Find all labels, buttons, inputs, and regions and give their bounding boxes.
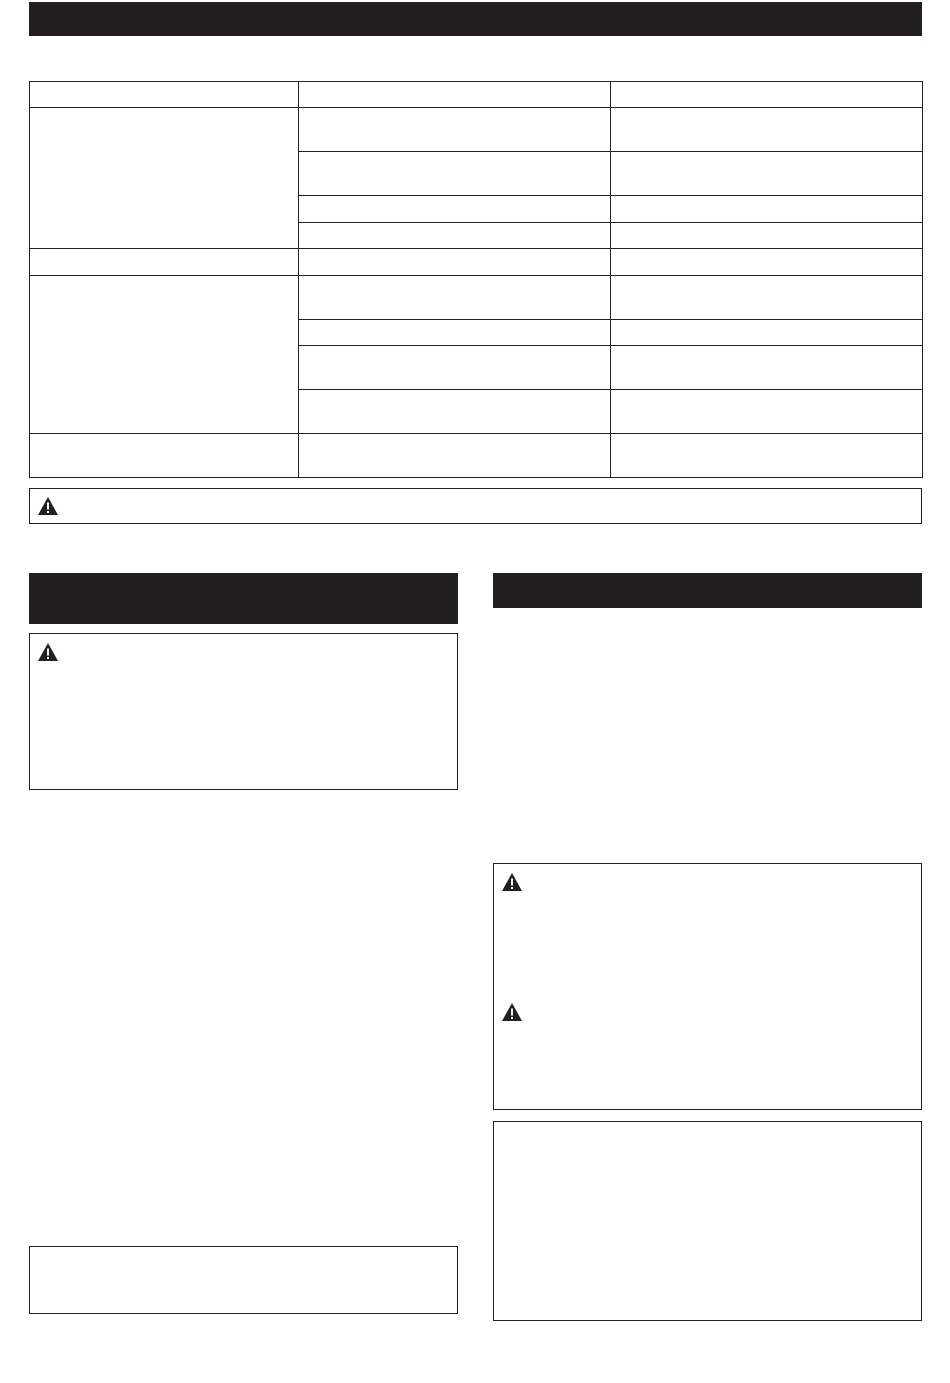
table-cell bbox=[611, 276, 923, 320]
warning-triangle-icon bbox=[37, 496, 59, 516]
table-cell bbox=[611, 108, 923, 152]
table-cell bbox=[611, 346, 923, 390]
left-warning-box bbox=[29, 633, 458, 790]
table-cell bbox=[299, 346, 611, 390]
table-cell bbox=[299, 249, 611, 276]
table-cell bbox=[611, 152, 923, 196]
table-cell bbox=[30, 249, 299, 276]
table-cell bbox=[299, 434, 611, 478]
table-warning-box bbox=[29, 488, 922, 524]
warning-triangle-icon bbox=[501, 1002, 523, 1022]
table-cell bbox=[30, 276, 299, 434]
table-header-cell bbox=[30, 82, 299, 108]
table-cell bbox=[611, 249, 923, 276]
table-cell bbox=[299, 108, 611, 152]
right-warning-box bbox=[493, 863, 922, 1110]
table-header-cell bbox=[299, 82, 611, 108]
table-cell bbox=[30, 108, 299, 249]
table-row bbox=[30, 249, 923, 276]
warning-triangle-icon bbox=[37, 642, 59, 662]
table-cell bbox=[611, 320, 923, 346]
warning-triangle-icon bbox=[501, 872, 523, 892]
spec-table bbox=[29, 81, 923, 478]
right-note-box bbox=[493, 1121, 922, 1321]
table-row bbox=[30, 108, 923, 152]
header-bar bbox=[29, 2, 922, 36]
left-note-box bbox=[29, 1246, 458, 1314]
table-cell bbox=[299, 152, 611, 196]
table-cell bbox=[299, 196, 611, 223]
table-header-cell bbox=[611, 82, 923, 108]
left-section-title-bar bbox=[29, 573, 458, 624]
table-row bbox=[30, 276, 923, 320]
table-cell bbox=[30, 434, 299, 478]
table-cell bbox=[611, 390, 923, 434]
table-cell bbox=[611, 223, 923, 249]
right-section-title-bar bbox=[493, 573, 922, 608]
table-cell bbox=[299, 390, 611, 434]
table-cell bbox=[299, 320, 611, 346]
table-header-row bbox=[30, 82, 923, 108]
table-cell bbox=[299, 276, 611, 320]
table-cell bbox=[611, 434, 923, 478]
table-cell bbox=[299, 223, 611, 249]
table-row bbox=[30, 434, 923, 478]
table-cell bbox=[611, 196, 923, 223]
